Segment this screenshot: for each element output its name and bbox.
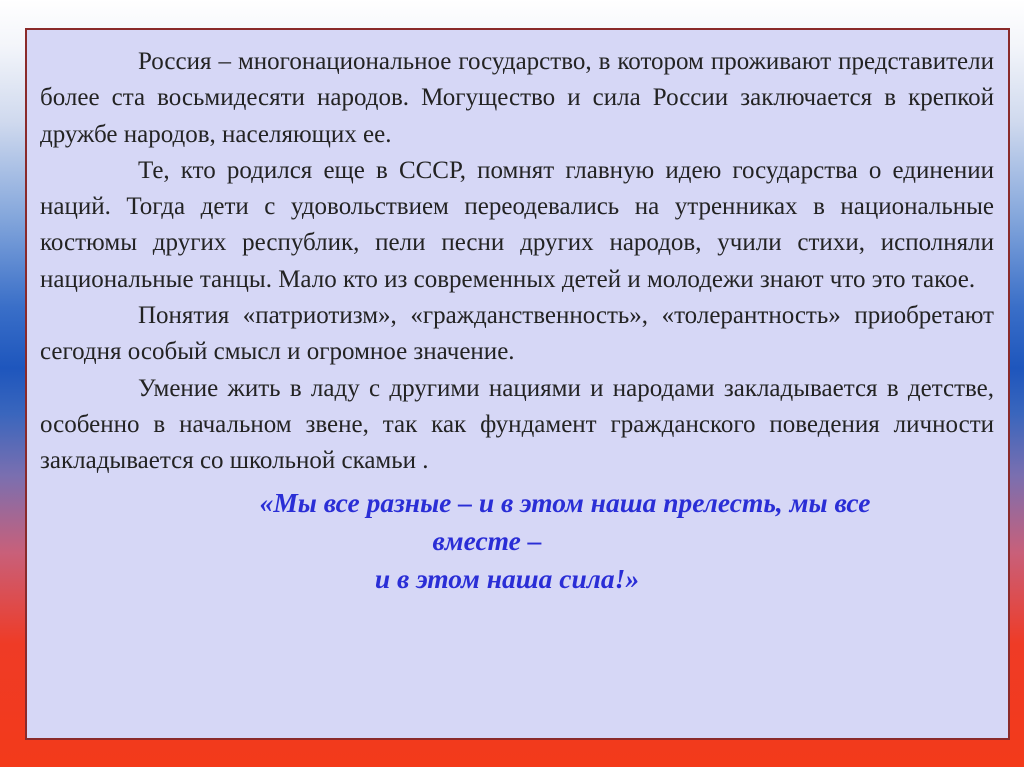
paragraph-patriotism-concepts: Понятия «патриотизм», «гражданственность», «толерантность» приобретают сегодня особый смысл и огромное значение. <box>40 302 994 366</box>
quote-line-3: и в этом наша сила!» <box>374 562 640 594</box>
quote-line-1: «Мы все разные – и в этом наша прелесть, мы все <box>259 486 871 518</box>
paragraph-ussr-unity: Те, кто родился еще в СССР, помнят главную идею государства о единении наций. Тогда дети с удовольствием переодевались на утренниках в национальные костюмы других республик, пели песни других народов, учили стихи, исполняли национальные танцы. Мало кто из современных детей и молодежи знают что это такое. <box>40 156 994 293</box>
paragraph-childhood-education: Умение жить в ладу с другими нациями и народами закладывается в детстве, особенно в начальном звене, так как фундамент гражданского поведения личности закладывается со школьной скамьи . <box>40 374 994 475</box>
quote-line-2: вместе – <box>432 524 542 556</box>
text-panel <box>25 28 1010 740</box>
closing-quote <box>40 484 994 598</box>
paragraph-russia-multinational: Россия – многонациональное государство, в котором проживают представители более ста восьмидесяти народов. Могущество и сила России заключается в крепкой дружбе народов, населяющих ее. <box>40 48 994 148</box>
